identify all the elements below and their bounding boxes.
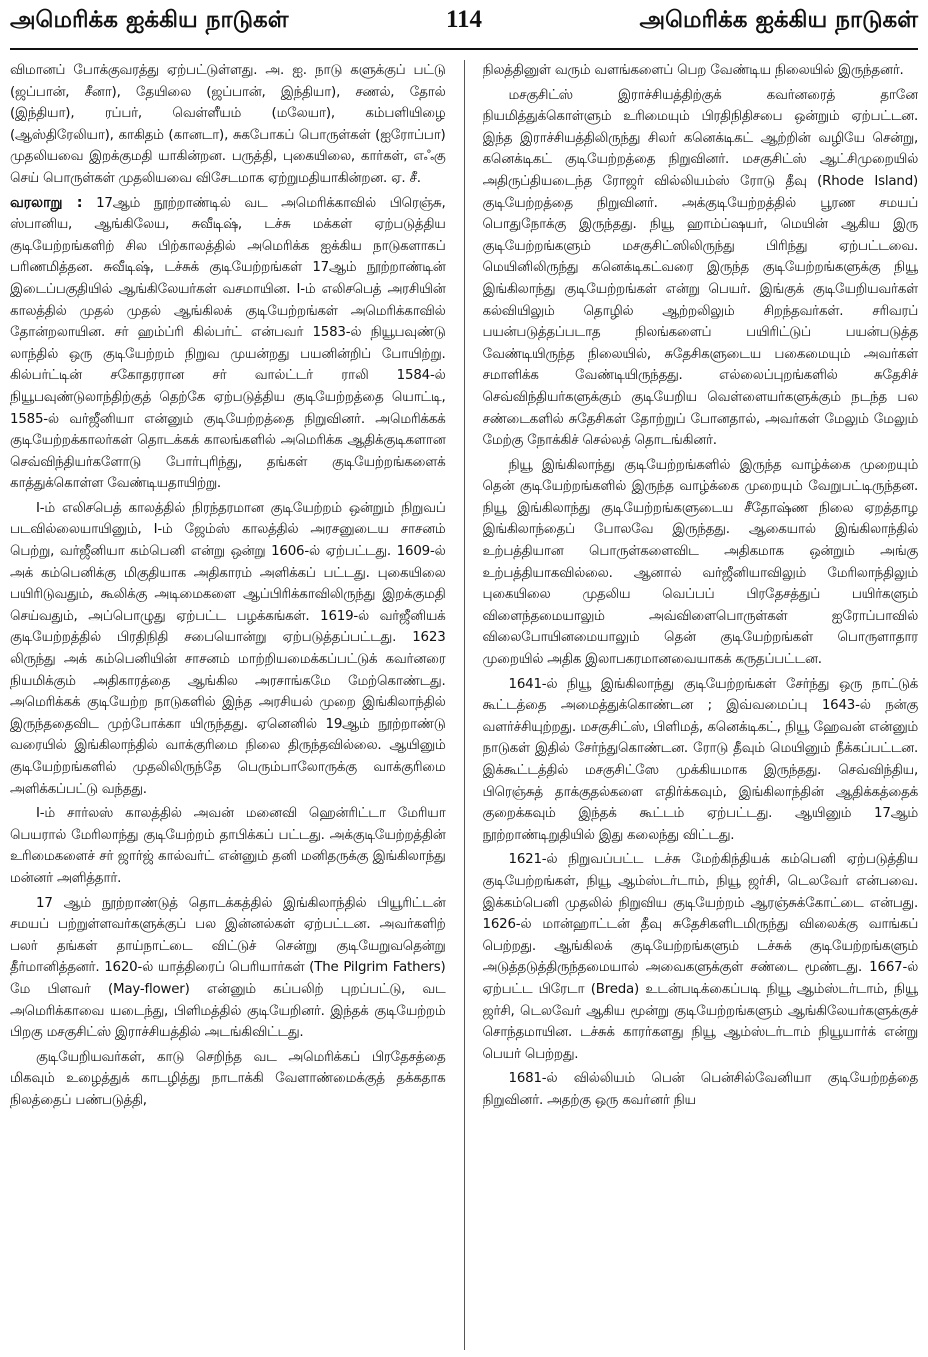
paragraph-text: நியூ இங்கிலாந்து குடியேற்றங்களில் இருந்த வாழ்க்கை முறையும் தென் குடியேற்றங்களில் இருந்த வாழ்க்கை முறையும் வேறுபட்டிருந்தன. நியூ இங்கிலாந்து குடியேற்றங்களுடைய சீதோஷ்ண நிலை ஏறத்தாழ இங்கிலாந்தைப் போலவே இருந்தது. ஆகையால் இங்கிலாந்தில் உற்பத்தியான பொருள்களைவிட அதிகமாக ஒன்றும் அங்கு உற்பத்தியாகவில்லை. ஆனால் வர்ஜீனியாவிலும் மேரிலாந்திலும் புகையிலை முதலிய வெப்பப் பிரதேசத்துப் பயிர்களும் விளைந்தமையாலும் அவ்விளைபொருள்கள் ஐரோப்பாவில் விலைபோயினமையாலும் தென் குடியேற்றங்கள் பொருளாதார முறையில் அதிக இலாபகரமானவையாகக் கருதப்பட்டன. [482, 457, 919, 668]
paragraph [10, 193, 446, 495]
paragraph [10, 498, 446, 800]
two-column-body [10, 60, 918, 1350]
paragraph-text: மசகுசிட்ஸ் இராச்சியத்திற்குக் கவர்னரைத் தானே நியமித்துக்கொள்ளும் உரிமையும் பிரதிநிதிசபை ஒன்றும் ஏற்பட்டன. இந்த இராச்சியத்திலிருந்து சிலர் கனெக்டிகட் ஆற்றின் வழியே சென்று, கனெக்டிகட் குடியேற்றத்தை நிறுவினர். மசகுசிட்ஸ் ஆட்சிமுறையில் அதிருப்தியடைந்த ரோஜர் வில்லியம்ஸ் ரோடு தீவு (Rhode Island) குடியேற்றத்தை நிறுவினர். அக்குடியேற்றத்தில் பூரண சமயப் பொதுநோக்கு இருந்தது. நியூ ஹாம்ப்ஷயர், மெயின் ஆகிய இரு குடியேற்றங்களும் மசகுசிட்ஸிலிருந்து பிரிந்து ஏற்பட்டவை. மெயினிலிருந்து கனெக்டிகட்வரை இருந்த குடியேற்றங்களுக்கு நியூ இங்கிலாந்து குடியேற்றங்கள் என்று பெயர். இங்குக் குடியேறியவர்கள் கல்வியிலும் தொழில் ஆற்றலிலும் சிறந்தவர்கள். சரிவரப் பயன்படுத்தப்படாத நிலங்களைப் பயிரிட்டுப் பயன்படுத்த வேண்டியிருந்த நிலையில், சுதேசிகளுடைய பகைமையும் அவர்கள் சமாளிக்க வேண்டியிருந்தது. எல்லைப்புறங்களில் சுதேசிச் செவ்விந்தியர்களுக்கும் குடியேறிய வெள்ளையர்களுக்கும் நடந்த பல சண்டைகளில் சுதேசிகள் தோற்றுப் போனதால், அவர்கள் மேலும் மேலும் மேற்கு நோக்கிச் செல்லத் தொடங்கினர். [482, 87, 919, 449]
paragraph-text: I-ம் சார்லஸ் காலத்தில் அவன் மனைவி ஹென்ரிட்டா மேரியா பெயரால் மேரிலாந்து குடியேற்றம் தாபிக்கப் பட்டது. அக்குடியேற்றத்தின் உரிமைகளைச் சர் ஜார்ஜ் கால்வர்ட் என்னும் தனி மனிதருக்கு இங்கிலாந்து மன்னர் அளித்தார். [10, 806, 446, 886]
running-title-left: அமெரிக்க ஐக்கிய நாடுகள் [10, 7, 289, 33]
paragraph-text: 1681-ல் வில்லியம் பென் பென்சில்வேனியா குடியேற்றத்தை நிறுவினர். அதற்கு ஒரு கவர்னர் நிய [482, 1071, 919, 1108]
left-column [10, 60, 446, 1350]
paragraph-text: 1641-ல் நியூ இங்கிலாந்து குடியேற்றங்கள் சேர்ந்து ஒரு நாட்டுக் கூட்டத்தை அமைத்துக்கொண்டன ; இவ்வமைப்பு 1643-ல் நன்கு வளர்ச்சியுற்றது. மசகுசிட்ஸ், பிளிமத், கனெக்டிகட், நியூ ஹேவன் என்னும் நாடுகள் இதில் சேர்ந்துகொண்டன. ரோடு தீவும் மெயினும் நீக்கப்பட்டன. இக்கூட்டத்தில் மசகுசிட்ஸே முக்கியமாக இருந்தது. செவ்விந்திய, பிரெஞ்சுத் தாக்குதல்களை எதிர்க்கவும், இங்கிலாந்தின் ஆதிக்கத்தைக் குறைக்கவும் இந்தக் கூட்டம் ஏற்பட்டது. ஆயினும் 17ஆம் நூற்றாண்டிறுதியில் இது கலைந்து விட்டது. [482, 676, 919, 843]
paragraph [10, 803, 446, 889]
right-column [483, 60, 919, 1350]
paragraph [483, 85, 919, 452]
paragraph-text: குடியேறியவர்கள், காடு செறிந்த வட அமெரிக்கப் பிரதேசத்தை மிகவும் உழைத்துக் காடழித்து நாடாக்கி வேளாண்மைக்குத் தக்கதாக நிலத்தைப் பண்படுத்தி, [10, 1049, 446, 1108]
paragraph [483, 849, 919, 1065]
paragraph-text: விமானப் போக்குவரத்து ஏற்பட்டுள்ளது. அ. ஐ. நாடு களுக்குப் பட்டு (ஜப்பான், சீனா), தேயிலை (ஜப்பான், இந்தியா), சணல், தோல் (இந்தியா), ரப்பர், வெள்ளீயம் (மலேயா), கம்பளியிழை (ஆஸ்திரேலியா), காகிதம் (கானடா), சுகபோகப் பொருள்கள் (ஐரோப்பா) முதலியவை இறக்குமதி யாகின்றன. பருத்தி, புகையிலை, கார்கள், எஃகு செய் பொருள்கள் முதலியவை விசேடமாக ஏற்றுமதியாகின்றன. ஏ. சீ. [10, 63, 446, 186]
paragraph-text: I-ம் எலிசபெத் காலத்தில் நிரந்தரமான குடியேற்றம் ஒன்றும் நிறுவப் படவில்லையாயினும், I-ம் ஜேம்ஸ் காலத்தில் அரசனுடைய சாசனம் பெற்று, வர்ஜீனியா கம்பெனி என்று ஒன்று 1606-ல் ஏற்பட்டது. 1609-ல் அக் கம்பெனிக்கு மிகுதியாக அதிகாரம் அளிக்கப் பட்டது. புகையிலை பயிரிடுவதும், கூலிக்கு அடிமைகளை ஆப்பிரிக்காவிலிருந்து இறக்குமதி செய்வதும், அப்பொழுது ஏற்பட்ட பழக்கங்கள். 1619-ல் வர்ஜீனியக் குடியேற்றத்தில் பிரதிநிதி சபையொன்று ஏற்படுத்தப்பட்டது. 1623 லிருந்து அக் கம்பெனியின் சாசனம் மாற்றியமைக்கப்பட்டுக் கவர்னரை நியமிக்கும் அதிகாரத்தை ஆங்கில அரசாங்கமே மேற்கொண்டது. அமெரிக்கக் குடியேற்ற நாடுகளில் இந்த அரசியல் முறை இங்கிலாந்தில் இருந்ததைவிட முற்போக்கா யிருந்தது. ஏனெனில் 19ஆம் நூற்றாண்டு வரையில் இங்கிலாந்தில் வாக்குரிமை நிலை திருந்தவில்லை. ஆயினும் குடியேற்றங்களில் முதலிலிருந்தே பெரும்பாலோருக்கு வாக்குரிமை அளிக்கப்பட்டு வந்தது. [10, 500, 446, 797]
paragraph [483, 455, 919, 671]
paragraph [483, 1068, 919, 1111]
page-header [10, 6, 918, 50]
paragraph-text: 17 ஆம் நூற்றாண்டுத் தொடக்கத்தில் இங்கிலாந்தில் பியூரிட்டன் சமயப் பற்றுள்ளவர்களுக்குப் பல இன்னல்கள் ஏற்பட்டன. அவர்களிற் பலர் தங்கள் தாய்நாட்டை விட்டுச் சென்று குடியேறுவதென்று தீர்மானித்தனர். 1620-ல் யாத்திரைப் பெரியார்கள் (The Pilgrim Fathers) மே பிளவர் (May-flower) என்னும் கப்பலிற் புறப்பட்டு, வட அமெரிக்காவை யடைந்து, பிளிமத்தில் குடியேறினர். இந்தக் குடியேற்றம் பிறகு மசகுசிட்ஸ் இராச்சியத்தில் அடங்கிவிட்டது. [10, 895, 446, 1041]
paragraph [10, 1047, 446, 1112]
paragraph-text: 1621-ல் நிறுவப்பட்ட டச்சு மேற்கிந்தியக் கம்பெனி ஏற்படுத்திய குடியேற்றங்கள், நியூ ஆம்ஸ்டர்டாம், நியூ ஜர்சி, டெலவேர் என்பவை. இக்கம்பெனி முதலில் நிறுவிய குடியேற்றம் ஆரஞ்சுக்கோட்டை என்பது. 1626-ல் மான்ஹாட்டன் தீவு சுதேசிகளிடமிருந்து விலைக்கு வாங்கப் பெற்றது. ஆங்கிலக் குடியேற்றங்களும் டச்சுக் குடியேற்றங்களும் அடுத்தடுத்திருந்தமையால் அவைகளுக்குள் சண்டை மூண்டது. 1667-ல் ஏற்பட்ட பிரேடா (Breda) உடன்படிக்கைப்படி நியூ ஆம்ஸ்டர்டாம், நியூ ஜர்சி, டெலவேர் ஆகிய மூன்று குடியேற்றங்களும் ஆங்கிலேயர்களுக்குச் சொந்தமாயின. டச்சுக் காரர்களது நியூ ஆம்ஸ்டர்டாம் நியூயார்க் என்று பெயர் பெற்றது. [482, 852, 919, 1062]
running-title-right: அமெரிக்க ஐக்கிய நாடுகள் [639, 7, 918, 33]
paragraph [483, 674, 919, 847]
paragraph-text: நிலத்தினுள் வரும் வளங்களைப் பெற வேண்டிய நிலையில் இருந்தனர். [482, 63, 904, 78]
section-heading: வரலாறு : [10, 194, 83, 211]
paragraph-text: 17ஆம் நூற்றாண்டில் வட அமெரிக்காவில் பிரெஞ்சு, ஸ்பானிய, ஆங்கிலேய, சுவீடிஷ், டச்சு மக்கள் ஏற்படுத்திய குடியேற்றங்களிற் சில பிற்காலத்தில் அமெரிக்க ஐக்கிய நாடுகளாகப் பரிணமித்தன. சுவீடிஷ், டச்சுக் குடியேற்றங்கள் 17ஆம் நூற்றாண்டின் இடைப்பகுதியில் ஆங்கிலேயர்கள் வசமாயின. I-ம் எலிசபெத் அரசியின் காலத்தில் முதல் முதல் ஆங்கிலக் குடியேற்றங்கள் அமெரிக்காவில் தோன்றலாயின. சர் ஹம்ப்ரி கில்பர்ட் என்பவர் 1583-ல் நியூபவுண்டு லாந்தில் ஒரு குடியேற்றம் நிறுவ முயன்றது பயனின்றிப் போயிற்று. கில்பர்ட்டின் சகோதரரான சர் வால்ட்டர் ராலி 1584-ல் நியூபவுண்டுலாந்திற்குத் தெற்கே ஏற்படுத்திய குடியேற்றத்தை யொட்டி, 1585-ல் வர்ஜீனியா என்னும் குடியேற்றத்தை நிறுவினர். அமெரிக்கக் குடியேற்றக்காலர்கள் தொடக்கக் காலங்களில் அமெரிக்க ஆதிக்குடிகளான செவ்விந்தியர்களோடு போர்புரிந்து, தங்கள் குடியேற்றங்களைக் காத்துக்கொள்ள வேண்டியதாயிற்று. [10, 195, 446, 492]
paragraph [483, 60, 919, 82]
paragraph [10, 60, 446, 190]
paragraph [10, 893, 446, 1044]
column-divider [464, 60, 465, 1350]
page-number: 114 [445, 6, 483, 33]
